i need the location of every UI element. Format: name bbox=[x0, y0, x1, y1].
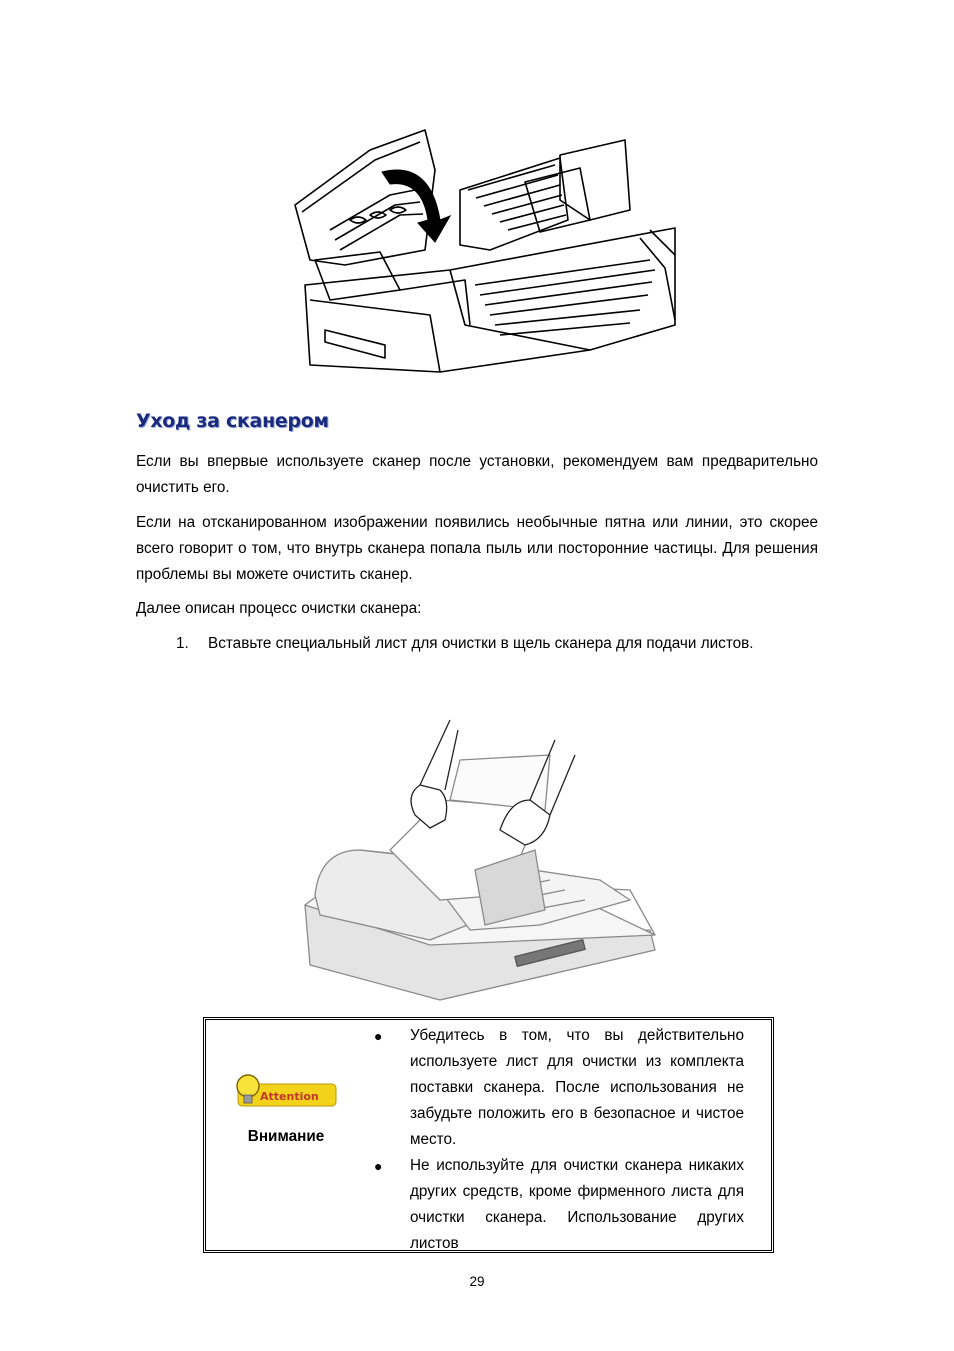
bullet-icon: ● bbox=[374, 1158, 383, 1174]
attention-badge-text: Attention bbox=[260, 1090, 319, 1103]
paragraph-intro: Если вы впервые используете сканер после установки, рекомендуем вам предварительно очистить его. bbox=[136, 453, 818, 496]
step-text: Вставьте специальный лист для очистки в щель сканера для подачи листов. bbox=[208, 635, 754, 652]
insert-cleaning-sheet-illustration bbox=[300, 700, 675, 1005]
section-title: Уход за сканером bbox=[136, 410, 329, 432]
note-item-text: Убедитесь в том, что вы действительно используете лист для очистки из комплекта поставки сканера. После использования не забудьте положить его в безопасное и чистое место. bbox=[410, 1027, 744, 1148]
note-item-text: Не используйте для очистки сканера никаких других средств, кроме фирменного листа для очистки сканера. Использование других листов bbox=[410, 1157, 744, 1252]
page-number: 29 bbox=[469, 1274, 485, 1289]
attention-badge-icon bbox=[234, 1072, 338, 1112]
attention-cell bbox=[206, 1020, 366, 1250]
paragraph-symptoms: Если на отсканированном изображении появились необычные пятна или линии, это скорее всего говорит о том, что внутрь сканера попала пыль или посторонние частицы. Для решения проблемы вы можете очистить сканер. bbox=[136, 514, 818, 583]
paragraph-process: Далее описан процесс очистки сканера: bbox=[136, 600, 422, 617]
attention-note bbox=[203, 1017, 774, 1253]
step-number: 1. bbox=[176, 635, 189, 652]
adf-open-illustration bbox=[290, 120, 680, 375]
bullet-icon: ● bbox=[374, 1028, 383, 1044]
attention-label: Внимание bbox=[247, 1128, 325, 1145]
